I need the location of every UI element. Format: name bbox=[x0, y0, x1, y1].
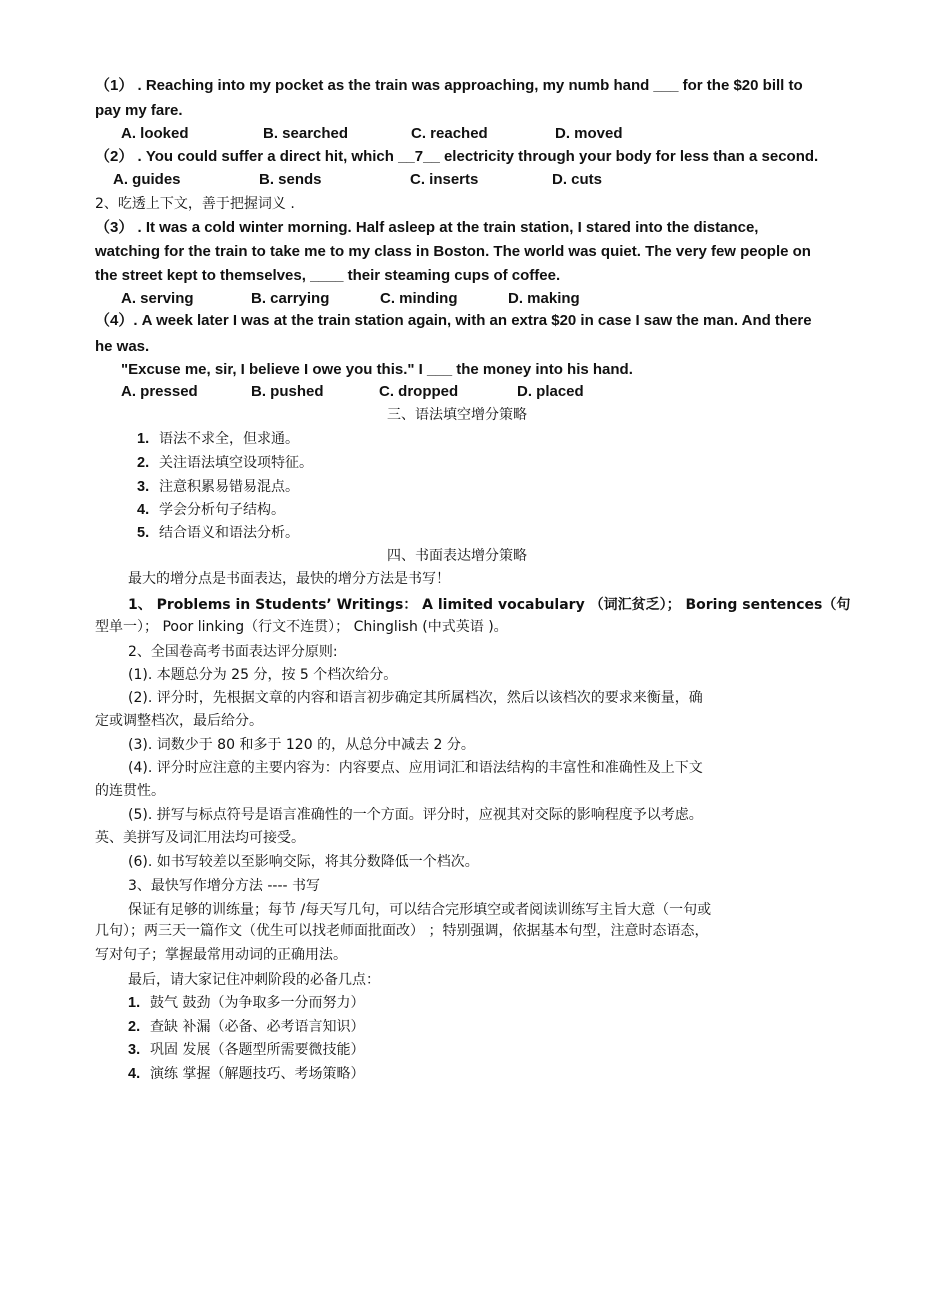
final-item: 2. 查缺 补漏（必备、必考语言知识） bbox=[128, 1019, 365, 1035]
final-item: 1. 鼓气 鼓劲（为争取多一分而努力） bbox=[128, 995, 365, 1011]
q3-option-a: A. serving bbox=[121, 290, 194, 307]
rule-4-line1: (4). 评分时应注意的主要内容为：内容要点、应用词汇和语法结构的丰富性和准确性及上下文 bbox=[128, 760, 703, 776]
q3-option-b: B. carrying bbox=[251, 290, 330, 307]
q2-stem-line1: （2） . You could suffer a direct hit, which __7__ electricity through your body for less than a second. bbox=[95, 148, 819, 165]
q4-option-b: B. pushed bbox=[251, 383, 324, 400]
q4-stem-line1: （4）. A week later I was at the train station again, with an extra $20 in case I saw the man. And there bbox=[95, 312, 812, 329]
rule-2-line1: (2). 评分时，先根据文章的内容和语言初步确定其所属档次，然后以该档次的要求来衡量，确 bbox=[128, 690, 703, 706]
section-4-title: 四、书面表达增分策略 bbox=[387, 548, 527, 564]
q4-stem-line3: "Excuse me, sir, I believe I owe you this." I ___ the money into his hand. bbox=[121, 361, 633, 378]
problems-line1: 1、 Problems in Students’ Writings： A limited vocabulary （词汇贫乏）； Boring sentences（句 bbox=[128, 597, 851, 613]
q1-option-c: C. reached bbox=[411, 125, 488, 142]
writing-method-line1: 保证有足够的训练量；每节 /每天写几句，可以结合完形填空或者阅读训练写主旨大意（一句或 bbox=[128, 902, 712, 918]
rule-3: (3). 词数少于 80 和多于 120 的，从总分中减去 2 分。 bbox=[128, 737, 475, 753]
q2-option-b: B. sends bbox=[259, 171, 322, 188]
section-3-item: 4. 学会分析句子结构。 bbox=[137, 502, 285, 518]
rule-1: (1). 本题总分为 25 分，按 5 个档次给分。 bbox=[128, 667, 398, 683]
q3-stem-line2: watching for the train to take me to my class in Boston. The world was quiet. The very few people on bbox=[95, 243, 811, 260]
tip-2-heading: 2、吃透上下文，善于把握词义 . bbox=[95, 196, 295, 212]
q3-option-c: C. minding bbox=[380, 290, 458, 307]
q4-option-c: C. dropped bbox=[379, 383, 459, 400]
q2-option-d: D. cuts bbox=[552, 171, 603, 188]
final-item: 3. 巩固 发展（各题型所需要微技能） bbox=[128, 1042, 365, 1058]
section-3-item: 2. 关注语法填空设项特征。 bbox=[137, 455, 313, 471]
q3-option-d: D. making bbox=[508, 290, 580, 307]
q3-stem-line1: （3） . It was a cold winter morning. Half asleep at the train station, I stared into the distance, bbox=[95, 219, 759, 236]
rule-2-line2: 定或调整档次，最后给分。 bbox=[95, 713, 263, 729]
rule-6: (6). 如书写较差以至影响交际，将其分数降低一个档次。 bbox=[128, 854, 479, 870]
q2-option-a: A. guides bbox=[113, 171, 181, 188]
writing-method-line3: 写对句子；掌握最常用动词的正确用法。 bbox=[95, 947, 347, 963]
writing-method-title: 3、最快写作增分方法 ---- 书写 bbox=[128, 878, 321, 894]
q1-stem-line2: pay my fare. bbox=[95, 102, 183, 119]
section-3-item: 1. 语法不求全，但求通。 bbox=[137, 431, 299, 447]
q1-option-a: A. looked bbox=[121, 125, 189, 142]
q4-option-d: D. placed bbox=[517, 383, 584, 400]
section-4-intro: 最大的增分点是书面表达，最快的增分方法是书写！ bbox=[128, 571, 450, 587]
q3-stem-line3: the street kept to themselves, ____ their steaming cups of coffee. bbox=[95, 267, 561, 284]
section-3-title: 三、语法填空增分策略 bbox=[387, 407, 527, 423]
q1-option-d: D. moved bbox=[555, 125, 623, 142]
final-item: 4. 演练 掌握（解题技巧、考场策略） bbox=[128, 1066, 365, 1082]
section-3-item: 5. 结合语义和语法分析。 bbox=[137, 525, 299, 541]
final-intro: 最后，请大家记住冲刺阶段的必备几点： bbox=[128, 972, 380, 988]
q1-stem-line1: （1） . Reaching into my pocket as the train was approaching, my numb hand ___ for the $20 bill to bbox=[95, 77, 803, 94]
q4-option-a: A. pressed bbox=[121, 383, 198, 400]
problems-line2: 型单一）； Poor linking（行文不连贯）； Chinglish (中式英语 )。 bbox=[95, 619, 508, 635]
rule-4-line2: 的连贯性。 bbox=[95, 783, 165, 799]
scoring-principles-title: 2、全国卷高考书面表达评分原则: bbox=[128, 644, 338, 660]
q2-option-c: C. inserts bbox=[410, 171, 479, 188]
q4-stem-line2: he was. bbox=[95, 338, 150, 355]
rule-5-line1: (5). 拼写与标点符号是语言准确性的一个方面。评分时，应视其对交际的影响程度予以考虑。 bbox=[128, 807, 703, 823]
section-3-item: 3. 注意积累易错易混点。 bbox=[137, 479, 299, 495]
writing-method-line2: 几句）；两三天一篇作文（优生可以找老师面批面改） ；特别强调，依据基本句型，注意时态语态， bbox=[95, 923, 709, 939]
rule-5-line2: 英、美拼写及词汇用法均可接受。 bbox=[95, 830, 305, 846]
q1-option-b: B. searched bbox=[263, 125, 349, 142]
